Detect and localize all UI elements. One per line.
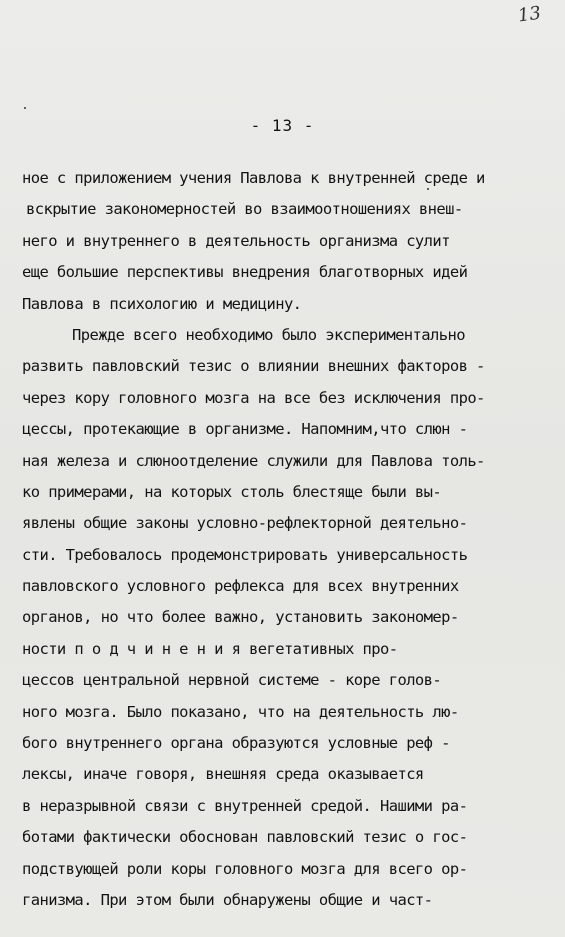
text-line: развить павловский тезис о влиянии внешних факторов - [22, 357, 485, 376]
text-line: ко примерами, на которых столь блестяще были вы- [22, 482, 442, 501]
text-line: ности п о д ч и н е н и я вегетативных про- [22, 639, 398, 658]
body-text [0, 163, 565, 916]
text-line: Павлова в психологию и медицину. [22, 294, 302, 313]
text-line: ботами фактически обоснован павловский тезис о гос- [22, 828, 468, 847]
text-line: цессов центральной нервной системе - коре голов- [22, 671, 442, 690]
text-line: в неразрывной связи с внутренней средой. Нашими ра- [22, 796, 468, 815]
text-line: подствующей роли коры головного мозга для всего ор- [22, 859, 468, 878]
speck [24, 107, 26, 109]
text-line: него и внутреннего в деятельность организма сулит [22, 231, 450, 250]
text-line: ганизма. При этом были обнаружены общие и част- [22, 890, 433, 909]
text-line: еще большие перспективы внедрения благотворных идей [22, 263, 468, 282]
text-line: сти. Требовалось продемонстрировать универсальность [22, 545, 468, 564]
text-line: явлены общие законы условно-рефлекторной деятельно- [22, 514, 468, 533]
text-line: павловского условного рефлекса для всех внутренних [22, 577, 459, 596]
text-line: через кору головного мозга на все без исключения про- [22, 388, 485, 407]
text-line: лексы, иначе говоря, внешняя среда оказывается [22, 765, 424, 784]
text-line: органов, но что более важно, установить закономер- [22, 608, 459, 627]
text-line: Прежде всего необходимо было экспериментально [72, 325, 465, 344]
text-line: бого внутреннего органа образуются условные реф - [22, 734, 450, 753]
text-line: ного мозга. Было показано, что на деятельность лю- [22, 702, 459, 721]
text-line: цессы, протекающие в организме. Напомним,что слюн - [22, 420, 468, 439]
text-line: ное с приложением учения Павлова к внутренней среде и [22, 169, 485, 187]
text-line: ная железа и слюноотделение служили для Павлова толь- [22, 451, 485, 470]
text-line: вскрытие закономерностей во взаимоотношениях внеш- [26, 200, 463, 219]
page-number: - 13 - [250, 116, 315, 135]
handwritten-page-number: 13 [516, 2, 543, 27]
